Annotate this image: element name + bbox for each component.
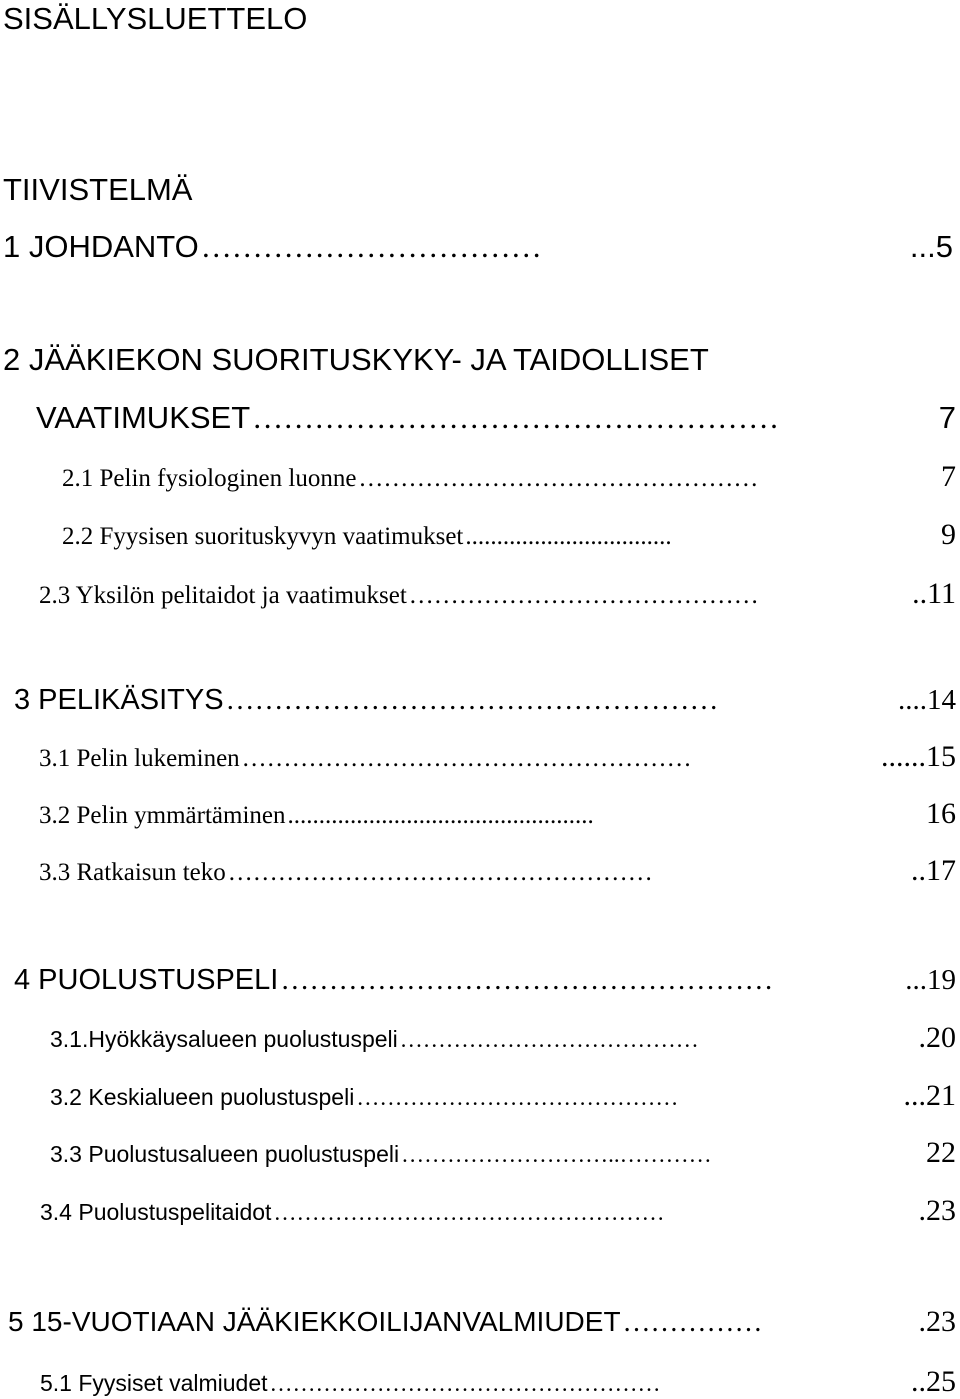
toc-entry-3-2[interactable] <box>39 798 956 832</box>
toc-entry-4-2[interactable] <box>50 1081 956 1113</box>
toc-entry-label: 3.4 Puolustuspelitaidot <box>40 1199 272 1225</box>
toc-entry-5[interactable] <box>8 1305 956 1340</box>
toc-entry-2[interactable] <box>3 342 953 378</box>
toc-entry-leader: ………………………………………… <box>358 465 759 492</box>
toc-entry-label: 3.1.Hyökkäysalueen puolustuspeli <box>50 1026 398 1052</box>
toc-entry-label: 5 15-VUOTIAAN JÄÄKIEKKOILIJANVALMIUDET <box>8 1306 621 1337</box>
toc-entry-5-1[interactable] <box>40 1367 956 1399</box>
toc-entry-page: .20 <box>918 1021 956 1054</box>
toc-entry-leader: …………………………… <box>200 229 542 264</box>
toc-entry-2-3[interactable] <box>39 578 956 612</box>
toc-entry-2-cont[interactable] <box>36 400 956 436</box>
toc-entry-2-1[interactable] <box>62 461 956 495</box>
toc-entry-page: ......15 <box>881 740 956 773</box>
toc-entry-label: 2 JÄÄKIEKON SUORITUSKYKY- JA TAIDOLLISET <box>3 342 709 377</box>
toc-entry-label: 3 PELIKÄSITYS <box>14 684 224 716</box>
toc-entry-page: ..17 <box>911 854 956 887</box>
toc-entry-label: 3.1 Pelin lukeminen <box>39 745 240 772</box>
toc-entry-leader: …………… <box>622 1307 763 1338</box>
toc-entry-page: ....14 <box>898 684 956 716</box>
toc-entry-leader: …………………………………… <box>356 1085 679 1110</box>
toc-entry-leader: ………………………..………… <box>401 1142 712 1167</box>
toc-entry-label: 4 PUOLUSTUSPELI <box>14 964 279 996</box>
toc-entry-label: 3.3 Ratkaisun teko <box>39 859 226 886</box>
toc-entry-leader: …………………………………… <box>408 582 759 609</box>
toc-entry-label: 5.1 Fyysiset valmiudet <box>40 1370 268 1396</box>
toc-entry-page: ...21 <box>903 1079 956 1112</box>
toc-entry-leader: …………………………………………… <box>280 964 774 996</box>
toc-entry-label: 3.3 Puolustusalueen puolustuspeli <box>50 1141 400 1167</box>
toc-entry-3-1[interactable] <box>39 741 956 775</box>
toc-entry-page: ..11 <box>912 577 956 610</box>
toc-entry-leader: ................................................. <box>287 802 594 829</box>
toc-entry-leader: …………………………………………… <box>225 684 719 716</box>
toc-entry-4-1[interactable] <box>50 1023 956 1055</box>
toc-entry-3-3[interactable] <box>39 855 956 889</box>
toc-entry-4-3[interactable] <box>50 1138 956 1170</box>
toc-entry-page: 9 <box>941 518 956 551</box>
toc-entry-page: ...19 <box>905 964 956 996</box>
toc-entry-page: ..25 <box>911 1365 956 1398</box>
toc-entry-page: 22 <box>926 1136 956 1169</box>
toc-entry-page: 7 <box>938 400 956 435</box>
toc-entry-2-2[interactable] <box>62 519 956 553</box>
toc-entry-label: 2.1 Pelin fysiologinen luonne <box>62 465 357 492</box>
toc-entry-4[interactable] <box>14 963 956 997</box>
toc-entry-label: 2.2 Fyysisen suorituskyvyn vaatimukset <box>62 523 464 550</box>
toc-entry-page: .23 <box>918 1305 956 1338</box>
toc-entry-page: ...5 <box>909 229 953 264</box>
toc-entry-label: 3.2 Pelin ymmärtäminen <box>39 802 286 829</box>
toc-entry-page: 7 <box>941 460 956 493</box>
toc-entry-leader: …………………………………………… <box>273 1200 665 1225</box>
abstract-heading: TIIVISTELMÄ <box>3 172 193 207</box>
toc-entry-leader: ……………………………………………… <box>241 745 692 772</box>
toc-entry-3[interactable] <box>14 683 956 717</box>
toc-entry-label: 3.2 Keskialueen puolustuspeli <box>50 1084 355 1110</box>
toc-entry-page: .23 <box>918 1194 956 1227</box>
toc-entry-label: 2.3 Yksilön pelitaidot ja vaatimukset <box>39 582 407 609</box>
toc-entry-1[interactable] <box>3 229 953 265</box>
toc-entry-leader: …………………………………………… <box>252 400 780 435</box>
toc-entry-leader: ................................. <box>465 523 672 550</box>
toc-entry-4-4[interactable] <box>40 1196 956 1228</box>
toc-entry-leader: …………………………………………… <box>269 1371 661 1396</box>
toc-entry-label: 1 JOHDANTO <box>3 229 199 264</box>
toc-entry-label: VAATIMUKSET <box>36 400 251 435</box>
toc-entry-leader: ………………………………… <box>399 1027 699 1052</box>
toc-entry-page: 16 <box>926 797 956 830</box>
toc-title: SISÄLLYSLUETTELO <box>3 1 308 36</box>
toc-entry-leader: …………………………………………… <box>227 859 653 886</box>
